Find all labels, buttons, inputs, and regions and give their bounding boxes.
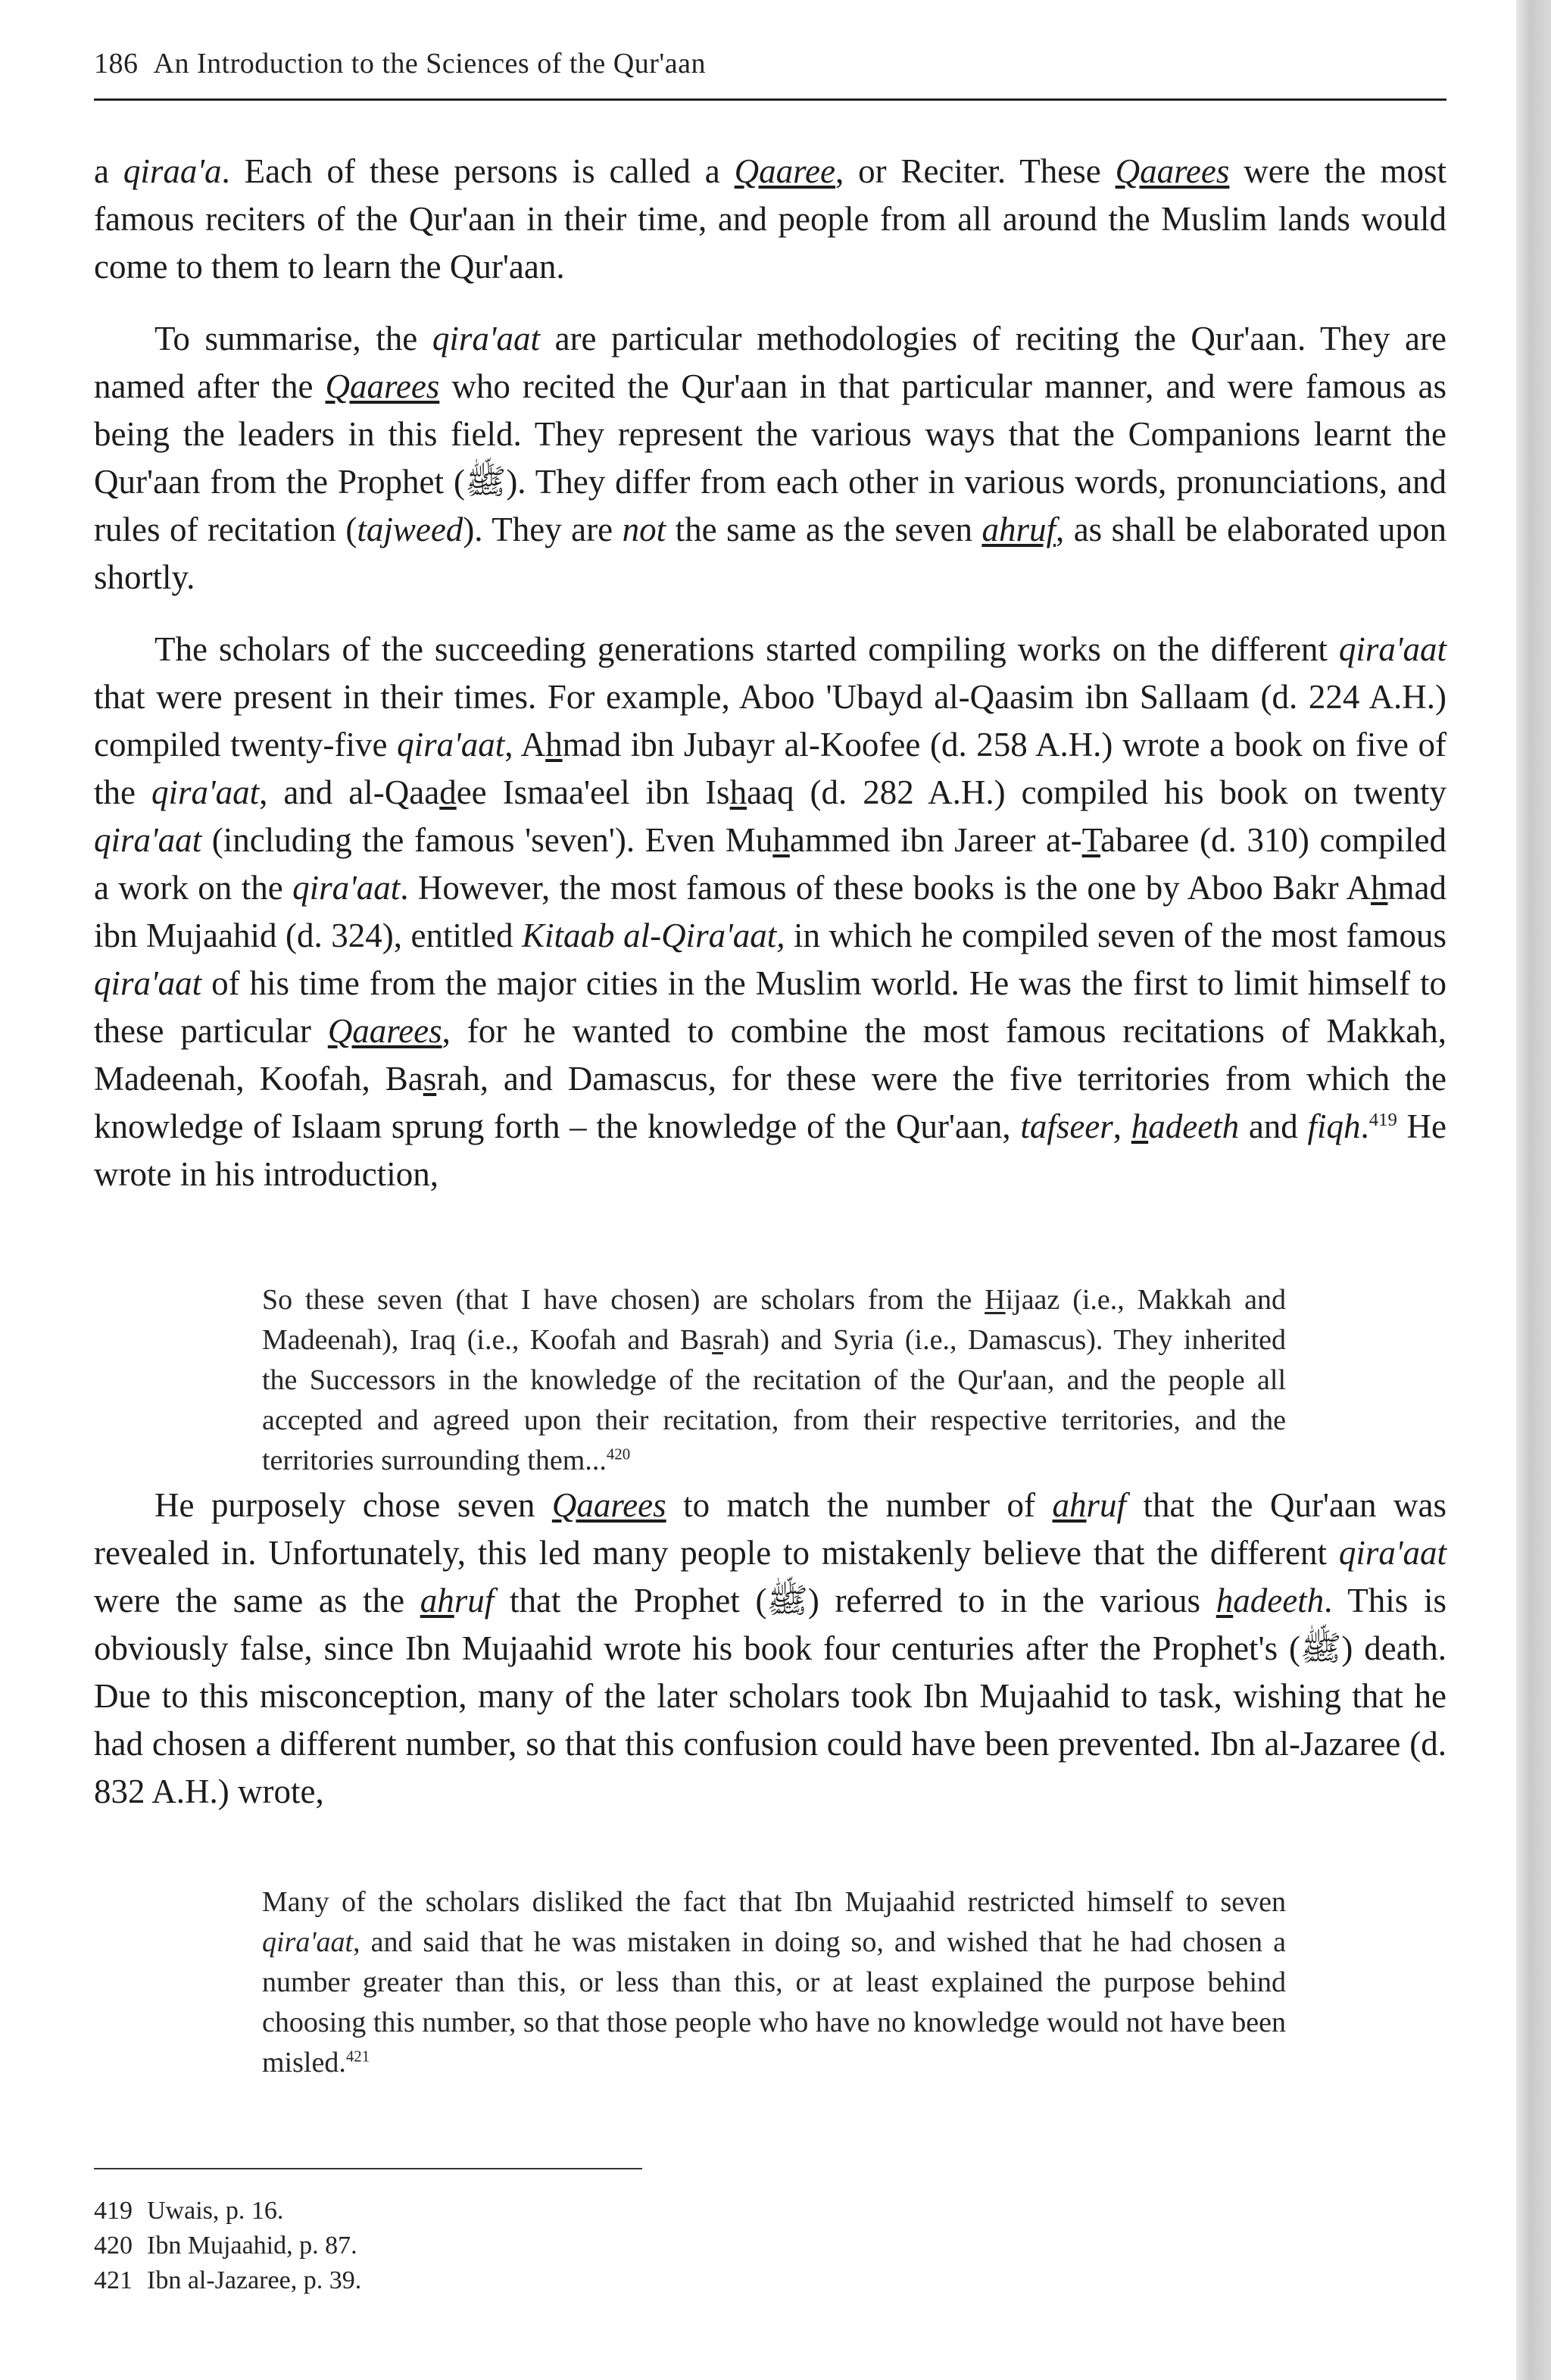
- block-quote-1: So these seven (that I have chosen) are scholars from the Hijaaz (i.e., Makkah and Madeenah), Iraq (i.e., Koofah and Basrah) and Syria (i.e., Damascus). They inherited the Successors in the knowledge of the recitation of the Qur'aan, and the people all accepted and agreed upon their recitation, from their respective territories, and the territories surrounding them...$^{420}$: [262, 1284, 1286, 1476]
- running-title: An Introduction to the Sciences of the Qur'aan: [153, 48, 706, 80]
- page-number: 186: [94, 48, 139, 80]
- paragraph-2: To summarise, the qira'aat are particular methodologies of reciting the Qur'aan. They are named after the Qaarees who recited the Qur'aan in that particular manner, and were famous as being the leaders in this field. They represent the various ways that the Companions learnt the Qur'aan from the Prophet (ﷺ). They differ from each other in various words, pronunciations, and rules of recitation (tajweed). They are not the same as the seven ahruf, as shall be elaborated upon shortly.: [94, 320, 1447, 596]
- footnote-420: 420 Ibn Mujaahid, p. 87.: [94, 2232, 357, 2260]
- footnote-ref-419[interactable]: 419: [1368, 1110, 1397, 1130]
- paragraph-3: The scholars of the succeeding generations started compiling works on the different qira'aat that were present in their times. For example, Aboo 'Ubayd al-Qaasim ibn Sallaam (d. 224 A.H.) compiled twenty-five qira'aat, Ahmad ibn Jubayr al-Koofee (d. 258 A.H.) wrote a book on five of the qira'aat, and al-Qaadee Ismaa'eel ibn Ishaaq (d. 282 A.H.) compiled his book on twenty qira'aat (including the famous 'seven'). Even Muhammed ibn Jareer at-Tabaree (d. 310) compiled a work on the qira'aat. However, the most famous of these books is the one by Aboo Bakr Ahmad ibn Mujaahid (d. 324), entitled Kitaab al-Qira'aat, in which he compiled seven of the most famous qira'aat of his time from the major cities in the Muslim world. He was the first to limit himself to these particular Qaarees, for he wanted to combine the most famous recitations of Makkah, Madeenah, Koofah, Basrah, and Damascus, for these were the five territories from which the knowledge of Islaam sprung forth – the knowledge of the Qur'aan, tafseer, hadeeth and fiqh.$^{419}$ He wrote in his introduction,: [94, 630, 1447, 1193]
- paragraph-4: He purposely chose seven Qaarees to match the number of ahruf that the Qur'aan was revealed in. Unfortunately, this led many people to mistakenly believe that the different qira'aat were the same as the ahruf that the Prophet (ﷺ) referred to in the various hadeeth. This is obviously false, since Ibn Mujaahid wrote his book four centuries after the Prophet's (ﷺ) death. Due to this misconception, many of the later scholars took Ibn Mujaahid to task, wishing that he had chosen a different number, so that this confusion could have been prevented. Ibn al-Jazaree (d. 832 A.H.) wrote,: [94, 1486, 1447, 1810]
- paragraph-1: a qiraa'a. Each of these persons is called a Qaaree, or Reciter. These Qaarees were the most famous reciters of the Qur'aan in their time, and people from all around the Muslim lands would come to them to learn the Qur'aan.: [94, 152, 1446, 286]
- header-rule: [94, 98, 1446, 101]
- block-quote-2: Many of the scholars disliked the fact that Ibn Mujaahid restricted himself to seven qira'aat, and said that he was mistaken in doing so, and wished that he had chosen a number greater than this, or less than this, or at least explained the purpose behind choosing this number, so that those people who have no knowledge would not have been misled.$^{421}$: [262, 1886, 1286, 2079]
- footnote-421: 421 Ibn al-Jazaree, p. 39.: [94, 2266, 362, 2294]
- scan-edge: [1516, 0, 1551, 2380]
- footnotes: [94, 2194, 776, 2298]
- footnote-rule: [94, 2168, 642, 2169]
- running-header: [94, 47, 1446, 80]
- footnote-ref-420[interactable]: 420: [606, 1445, 631, 1463]
- footnote-ref-421[interactable]: 421: [345, 2047, 370, 2066]
- footnote-419: 419 Uwais, p. 16.: [94, 2197, 284, 2225]
